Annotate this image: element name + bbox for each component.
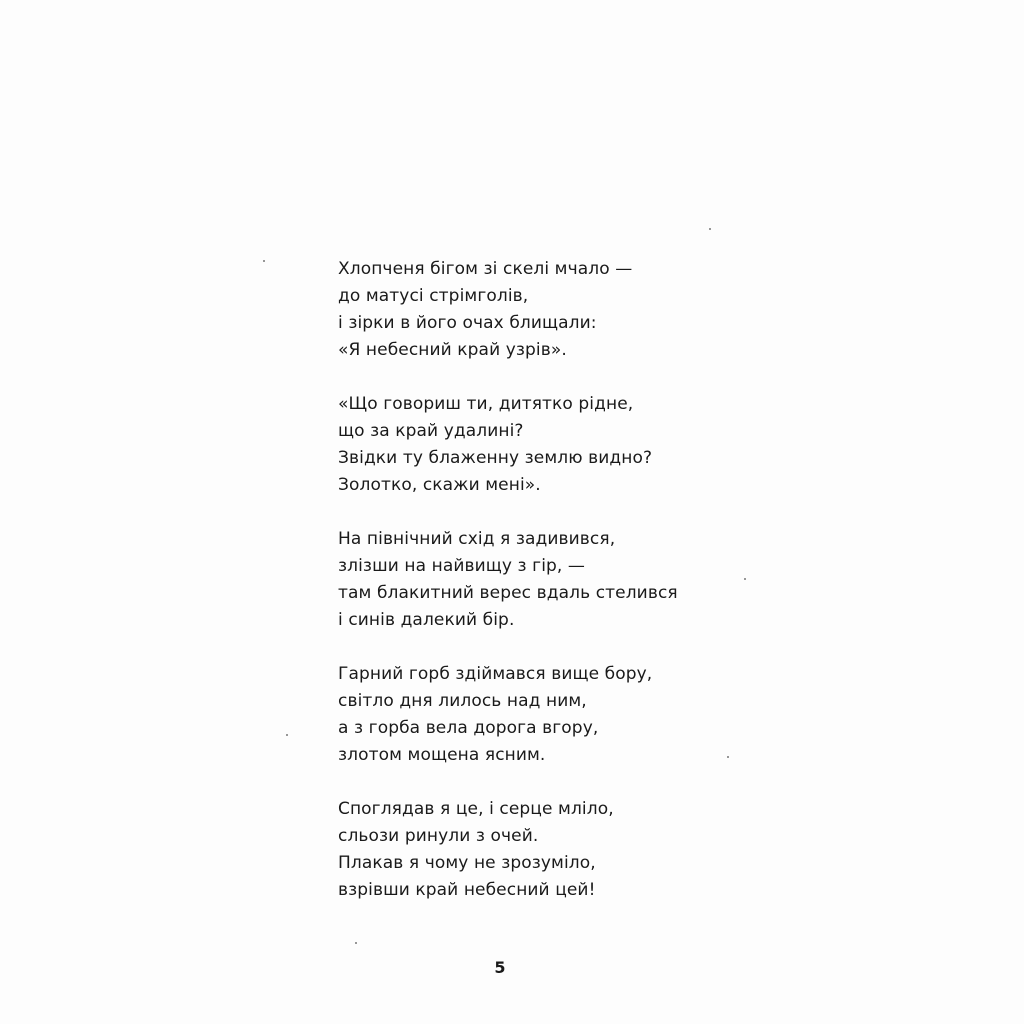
poem-line: злізши на найвищу з гір, — <box>338 556 586 576</box>
scan-speck <box>286 734 288 736</box>
poem-line: а з горба вела дорога вгору, <box>338 718 599 738</box>
poem-line: Золотко, скажи мені». <box>338 475 541 495</box>
poem-line: що за край удалині? <box>338 421 524 441</box>
poem-line: Плакав я чому не зрозуміло, <box>338 853 596 873</box>
poem <box>338 256 738 931</box>
poem-line: На північний схід я задивився, <box>338 529 616 549</box>
poem-line: і синів далекий бір. <box>338 610 515 630</box>
scan-speck <box>355 942 357 944</box>
stanza <box>338 796 738 904</box>
poem-line: Звідки ту блаженну землю видно? <box>338 448 653 468</box>
poem-line: взрівши край небесний цей! <box>338 880 596 900</box>
page-number: 5 <box>494 958 506 977</box>
stanza <box>338 256 738 364</box>
poem-line: злотом мощена ясним. <box>338 745 546 765</box>
poem-line: і зірки в його очах блищали: <box>338 313 597 333</box>
poem-line: Гарний горб здіймався вище бору, <box>338 664 653 684</box>
poem-line: Хлопченя бігом зі скелі мчало — <box>338 259 633 279</box>
scan-speck <box>744 578 746 580</box>
poem-line: там блакитний верес вдаль стелився <box>338 583 678 603</box>
poem-line: Споглядав я це, і серце мліло, <box>338 799 614 819</box>
scan-speck <box>709 228 711 230</box>
poem-line: до матусі стрімголів, <box>338 286 529 306</box>
stanza <box>338 661 738 769</box>
poem-line: сльози ринули з очей. <box>338 826 539 846</box>
stanza <box>338 526 738 634</box>
scan-speck <box>263 260 265 262</box>
poem-line: світло дня лилось над ним, <box>338 691 587 711</box>
stanza <box>338 391 738 499</box>
poem-line: «Що говориш ти, дитятко рідне, <box>338 394 634 414</box>
poem-line: «Я небесний край узрів». <box>338 340 567 360</box>
